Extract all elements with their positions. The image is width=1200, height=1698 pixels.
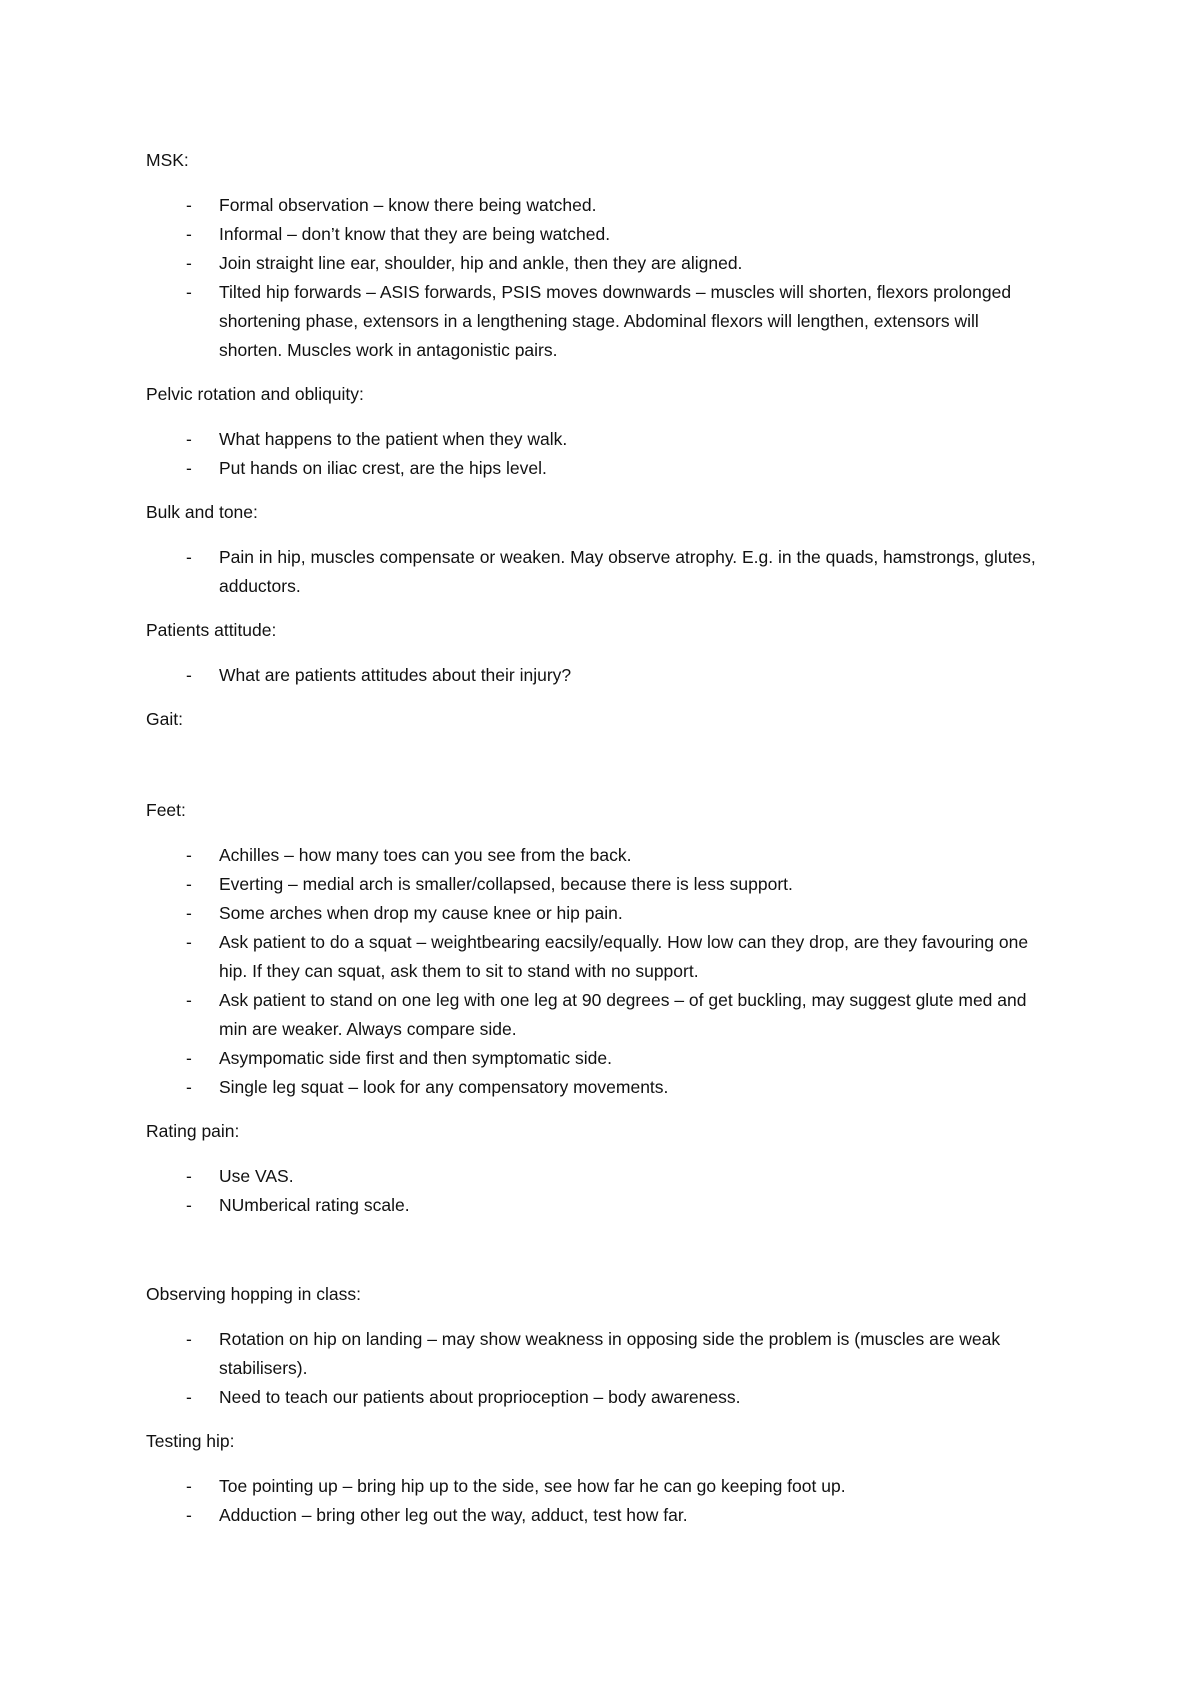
bullet-dash: -	[186, 282, 192, 302]
bullet-dash: -	[186, 845, 192, 865]
section-heading-testing-hip: Testing hip:	[146, 1431, 235, 1451]
bullet-dash: -	[186, 253, 192, 273]
bullet-dash: -	[186, 874, 192, 894]
bullet-list-pelvic-rotation	[146, 425, 1046, 483]
bullet-dash: -	[186, 547, 192, 567]
section-heading-rating-pain: Rating pain:	[146, 1121, 240, 1141]
list-item: - NUmberical rating scale.	[146, 1191, 1046, 1220]
list-item: - Ask patient to do a squat – weightbearing eacsily/equally. How low can they drop, are they favouring one hip. If they can squat, ask them to sit to stand with no support.	[146, 928, 1046, 986]
section-heading-gait: Gait:	[146, 709, 183, 729]
list-item: - What are patients attitudes about their injury?	[146, 661, 1046, 690]
bullet-dash: -	[186, 990, 192, 1010]
list-item: - Some arches when drop my cause knee or hip pain.	[146, 899, 1046, 928]
list-item: - Asympomatic side first and then symptomatic side.	[146, 1044, 1046, 1073]
section-heading-pelvic-rotation: Pelvic rotation and obliquity:	[146, 384, 364, 404]
list-item: - Adduction – bring other leg out the way, adduct, test how far.	[146, 1501, 1046, 1530]
bullet-dash: -	[186, 224, 192, 244]
bullet-list-feet	[146, 841, 1046, 1102]
bullet-list-rating-pain	[146, 1162, 1046, 1220]
list-item: - Achilles – how many toes can you see from the back.	[146, 841, 1046, 870]
list-item: - Everting – medial arch is smaller/collapsed, because there is less support.	[146, 870, 1046, 899]
blank-space	[146, 1235, 1046, 1280]
list-item: - What happens to the patient when they walk.	[146, 425, 1046, 454]
bullet-dash: -	[186, 458, 192, 478]
bullet-dash: -	[186, 1166, 192, 1186]
list-item: - Need to teach our patients about proprioception – body awareness.	[146, 1383, 1046, 1412]
blank-space	[146, 750, 1046, 796]
section-heading-bulk-tone: Bulk and tone:	[146, 502, 258, 522]
bullet-dash: -	[186, 1048, 192, 1068]
section-heading-patients-attitude: Patients attitude:	[146, 620, 277, 640]
bullet-dash: -	[186, 932, 192, 952]
bullet-dash: -	[186, 195, 192, 215]
bullet-dash: -	[186, 1505, 192, 1525]
bullet-list-observing-hopping	[146, 1325, 1046, 1412]
bullet-list-bulk-tone	[146, 543, 1046, 601]
bullet-dash: -	[186, 903, 192, 923]
section-heading-feet: Feet:	[146, 800, 186, 820]
list-item: - Informal – don’t know that they are being watched.	[146, 220, 1046, 249]
section-heading-msk: MSK:	[146, 150, 189, 170]
document-body	[146, 146, 1046, 1545]
bullet-list-patients-attitude	[146, 661, 1046, 690]
bullet-dash: -	[186, 429, 192, 449]
list-item: - Formal observation – know there being watched.	[146, 191, 1046, 220]
list-item: - Put hands on iliac crest, are the hips level.	[146, 454, 1046, 483]
bullet-dash: -	[186, 1476, 192, 1496]
bullet-list-msk	[146, 191, 1046, 365]
bullet-dash: -	[186, 1077, 192, 1097]
list-item: - Toe pointing up – bring hip up to the side, see how far he can go keeping foot up.	[146, 1472, 1046, 1501]
list-item: - Single leg squat – look for any compensatory movements.	[146, 1073, 1046, 1102]
list-item: - Use VAS.	[146, 1162, 1046, 1191]
bullet-dash: -	[186, 665, 192, 685]
section-heading-observing-hopping: Observing hopping in class:	[146, 1284, 361, 1304]
bullet-dash: -	[186, 1195, 192, 1215]
bullet-list-testing-hip	[146, 1472, 1046, 1530]
bullet-dash: -	[186, 1329, 192, 1349]
list-item: - Tilted hip forwards – ASIS forwards, PSIS moves downwards – muscles will shorten, flexors prolonged shortening phase, extensors in a lengthening stage. Abdominal flexors will lengthen, extensors will shorten. Muscles work in antagonistic pairs.	[146, 278, 1046, 365]
list-item: - Join straight line ear, shoulder, hip and ankle, then they are aligned.	[146, 249, 1046, 278]
bullet-dash: -	[186, 1387, 192, 1407]
list-item: - Ask patient to stand on one leg with one leg at 90 degrees – of get buckling, may suggest glute med and min are weaker. Always compare side.	[146, 986, 1046, 1044]
list-item: - Pain in hip, muscles compensate or weaken. May observe atrophy. E.g. in the quads, hamstrongs, glutes, adductors.	[146, 543, 1046, 601]
list-item: - Rotation on hip on landing – may show weakness in opposing side the problem is (muscles are weak stabilisers).	[146, 1325, 1046, 1383]
